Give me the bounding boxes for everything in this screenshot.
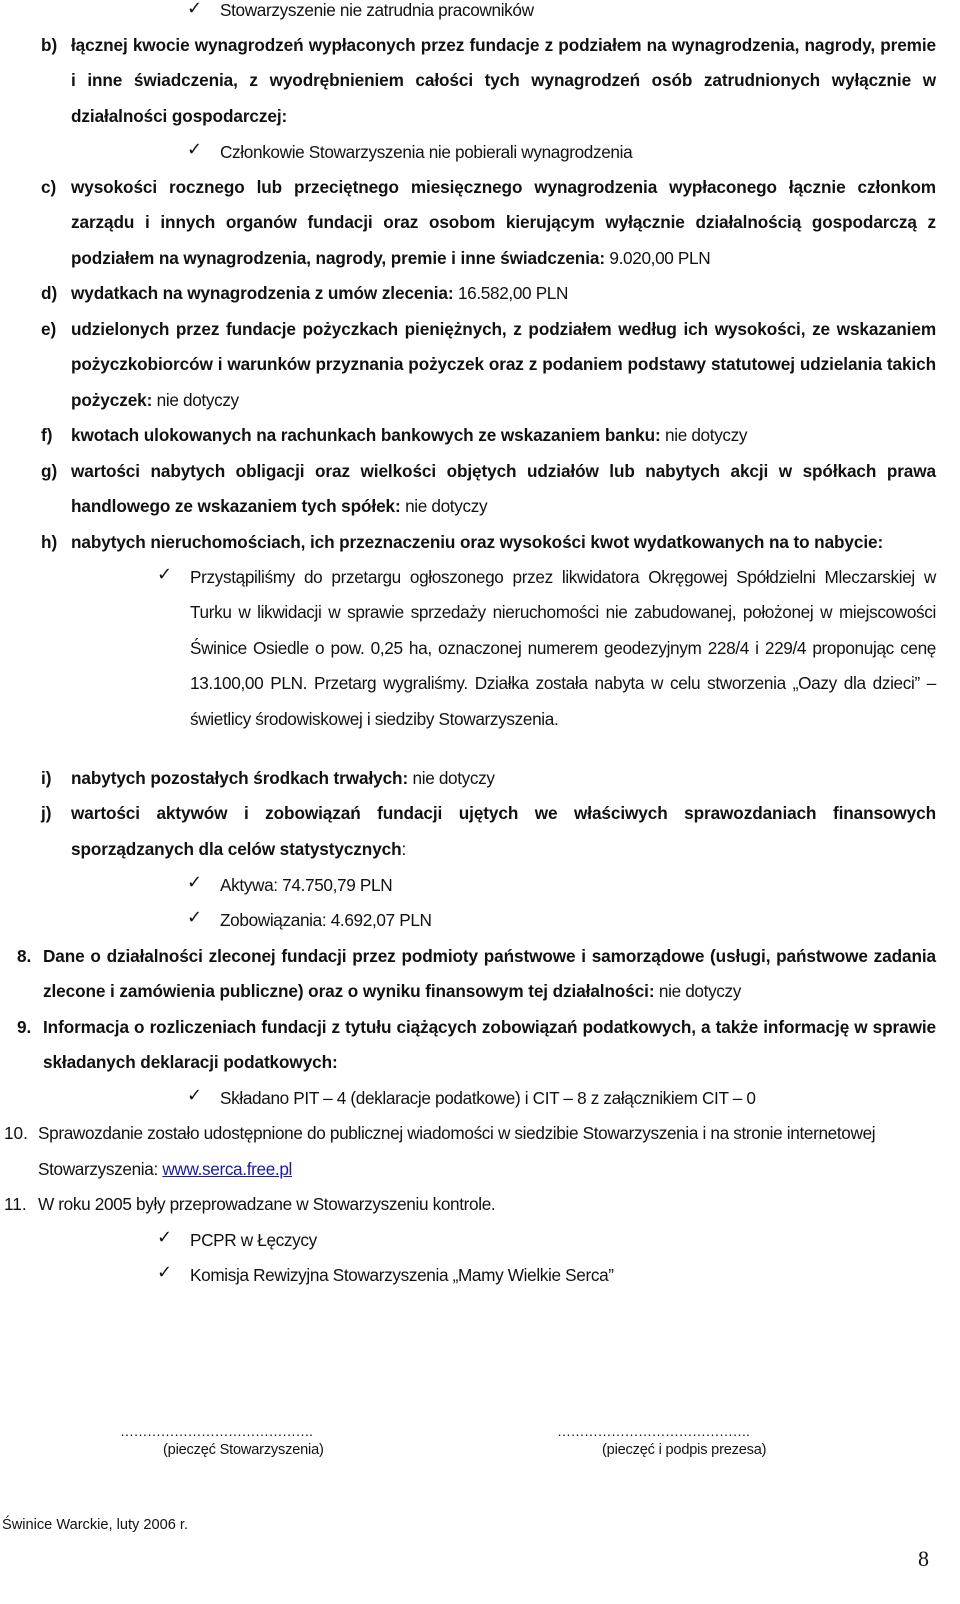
section-9-line-2: składanych deklaracji podatkowych: xyxy=(43,1052,338,1072)
item-f-line-1-text: kwotach ulokowanych na rachunkach bankowych ze wskazaniem banku: xyxy=(71,425,661,445)
item-j-subitem-2: Zobowiązania: 4.692,07 PLN xyxy=(220,910,432,930)
section-9-line-1 xyxy=(43,1016,936,1038)
item-h-subitem-line-4 xyxy=(190,672,936,694)
item-i-line-1-text: nabytych pozostałych środkach trwałych: xyxy=(71,768,409,788)
section-11-line-1: W roku 2005 były przeprowadzane w Stowarzyszeniu kontrole. xyxy=(38,1194,496,1214)
section-8-value: nie dotyczy xyxy=(654,981,742,1001)
item-i-value: nie dotyczy xyxy=(408,768,495,788)
item-i-line-1 xyxy=(71,767,495,789)
item-g-line-1 xyxy=(71,460,936,482)
section-10-line-2-text: Stowarzyszenia: xyxy=(38,1159,163,1179)
footer-place-date: Świnice Warckie, luty 2006 r. xyxy=(2,1517,189,1533)
section-label-11: 11. xyxy=(4,1194,27,1214)
item-c-line-1-text: wysokości rocznego lub przeciętnego miesięcznego wynagrodzenia wypłaconego łącznie członkom xyxy=(71,177,936,197)
section-8-line-2 xyxy=(43,980,741,1002)
section-10-line-1: Sprawozdanie zostało udostępnione do publicznej wiadomości w siedzibie Stowarzyszenia i na stronie internetowej xyxy=(38,1123,876,1143)
item-b-line-2-text: i inne świadczenia, z wyodrębnieniem całości tych wynagrodzeń osób zatrudnionych wyłącznie w xyxy=(71,70,936,90)
item-d-value: 16.582,00 PLN xyxy=(453,283,569,303)
item-label-g: g) xyxy=(41,461,58,481)
checkmark-icon: ✓ xyxy=(187,907,203,928)
item-c-line-3 xyxy=(71,247,710,269)
item-e-line-2 xyxy=(71,353,936,375)
checkmark-icon: ✓ xyxy=(157,564,173,585)
signature-line-right: ……………………………………. xyxy=(557,1423,750,1439)
signature-caption-left: (pieczęć Stowarzyszenia) xyxy=(163,1442,324,1458)
item-j-line-2-suffix: : xyxy=(401,839,406,859)
item-e-line-3 xyxy=(71,389,239,411)
item-c-line-2-text: zarządu i innych organów fundacji oraz osobom kierującym wyłącznie działalnością gospodarczą z xyxy=(71,212,936,232)
item-e-line-1 xyxy=(71,318,936,340)
checkmark-icon: ✓ xyxy=(157,1262,173,1283)
section-11-subitem-1: PCPR w Łęczycy xyxy=(190,1230,317,1250)
item-h-subitem-line-1-text: Przystąpiliśmy do przetargu ogłoszonego przez likwidatora Okręgowej Spółdzielni Mleczarskiej w xyxy=(190,567,936,587)
top-item-text: Stowarzyszenie nie zatrudnia pracowników xyxy=(220,0,534,20)
signature-caption-right: (pieczęć i podpis prezesa) xyxy=(602,1442,767,1458)
item-d-line-1-text: wydatkach na wynagrodzenia z umów zlecenia: xyxy=(71,283,454,303)
item-b-line-1-text: łącznej kwocie wynagrodzeń wypłaconych przez fundacje z podziałem na wynagrodzenia, nagrody, premie xyxy=(71,35,936,55)
item-b-subitem: Członkowie Stowarzyszenia nie pobierali wynagrodzenia xyxy=(220,142,633,162)
signature-line-left: ……………………………………. xyxy=(120,1423,313,1439)
item-label-i: i) xyxy=(41,768,52,788)
item-j-line-2 xyxy=(71,838,406,860)
item-j-line-1-text: wartości aktywów i zobowiązań fundacji ujętych we właściwych sprawozdaniach finansowych xyxy=(71,803,936,823)
item-f-line-1 xyxy=(71,424,747,446)
item-b-line-1 xyxy=(71,34,936,56)
section-9-subitem: Składano PIT – 4 (deklaracje podatkowe) i CIT – 8 z załącznikiem CIT – 0 xyxy=(220,1088,756,1108)
checkmark-icon: ✓ xyxy=(187,0,203,19)
checkmark-icon: ✓ xyxy=(157,1227,173,1248)
item-label-h: h) xyxy=(41,532,58,552)
item-c-line-2 xyxy=(71,211,936,233)
item-h-subitem-line-2 xyxy=(190,601,936,623)
section-9-line-1-text: Informacja o rozliczeniach fundacji z tytułu ciążących zobowiązań podatkowych, a także informację w sprawie xyxy=(43,1017,936,1037)
item-b-line-3: działalności gospodarczej: xyxy=(71,106,288,126)
section-8-line-1 xyxy=(43,945,936,967)
item-label-f: f) xyxy=(41,425,53,445)
item-c-value: 9.020,00 PLN xyxy=(604,248,711,268)
item-h-subitem-line-5: świetlicy środowiskowej i siedziby Stowarzyszenia. xyxy=(190,709,559,729)
item-e-line-3-text: pożyczek: xyxy=(71,390,153,410)
section-11-subitem-2: Komisja Rewizyjna Stowarzyszenia „Mamy Wielkie Serca” xyxy=(190,1265,614,1285)
checkmark-icon: ✓ xyxy=(187,1085,203,1106)
item-label-b: b) xyxy=(41,35,58,55)
item-d-line-1 xyxy=(71,282,568,304)
item-h-subitem-line-3 xyxy=(190,637,936,659)
section-10-line-2 xyxy=(38,1158,292,1180)
item-g-line-2-text: handlowego ze wskazaniem tych spółek: xyxy=(71,496,401,516)
item-g-line-2 xyxy=(71,495,487,517)
item-e-value: nie dotyczy xyxy=(152,390,239,410)
item-label-c: c) xyxy=(41,177,57,197)
website-link[interactable]: www.serca.free.pl xyxy=(162,1159,293,1179)
checkmark-icon: ✓ xyxy=(187,872,203,893)
item-b-line-2 xyxy=(71,69,936,91)
item-h-subitem-line-2-text: Turku w likwidacji w sprawie sprzedaży nieruchomości nie zabudowanej, położonej w miejscowości xyxy=(190,602,936,622)
item-h-line-1: nabytych nieruchomościach, ich przeznaczeniu oraz wysokości kwot wydatkowanych na to nabycie: xyxy=(71,532,884,552)
item-c-line-1 xyxy=(71,176,936,198)
item-label-d: d) xyxy=(41,283,58,303)
checkmark-icon: ✓ xyxy=(187,139,203,160)
item-e-line-1-text: udzielonych przez fundacje pożyczkach pieniężnych, z podziałem według ich wysokości, ze wskazaniem xyxy=(71,319,936,339)
section-label-8: 8. xyxy=(17,946,32,966)
item-e-line-2-text: pożyczkobiorców i warunków przyznania pożyczek oraz z podaniem podstawy statutowej udzielania takich xyxy=(71,354,936,374)
page-number: 8 xyxy=(918,1546,929,1571)
section-label-9: 9. xyxy=(17,1017,32,1037)
item-g-value: nie dotyczy xyxy=(400,496,488,516)
item-c-line-3-text: podziałem na wynagrodzenia, nagrody, premie i inne świadczenia: xyxy=(71,248,605,268)
item-g-line-1-text: wartości nabytych obligacji oraz wielkości objętych udziałów lub nabytych akcji w spółkach prawa xyxy=(71,461,936,481)
section-8-line-2-text: zlecone i zamówienia publiczne) oraz o wyniku finansowym tej działalności: xyxy=(43,981,655,1001)
item-h-subitem-line-1 xyxy=(190,566,936,588)
item-label-e: e) xyxy=(41,319,57,339)
item-h-subitem-line-4-text: 13.100,00 PLN. Przetarg wygraliśmy. Działka została nabyta w celu stworzenia „Oazy dla dzieci” – xyxy=(190,673,936,693)
item-h-subitem-line-3-text: Świnice Osiedle o pow. 0,25 ha, oznaczonej numerem geodezyjnym 228/4 i 229/4 proponując cenę xyxy=(190,638,936,658)
item-j-line-2-text: sporządzanych dla celów statystycznych xyxy=(71,839,402,859)
section-label-10: 10. xyxy=(4,1123,28,1143)
item-j-line-1 xyxy=(71,802,936,824)
item-f-value: nie dotyczy xyxy=(660,425,748,445)
item-label-j: j) xyxy=(41,803,52,823)
item-j-subitem-1: Aktywa: 74.750,79 PLN xyxy=(220,875,393,895)
section-8-line-1-text: Dane o działalności zleconej fundacji przez podmioty państwowe i samorządowe (usługi, państwowe zadania xyxy=(43,946,936,966)
